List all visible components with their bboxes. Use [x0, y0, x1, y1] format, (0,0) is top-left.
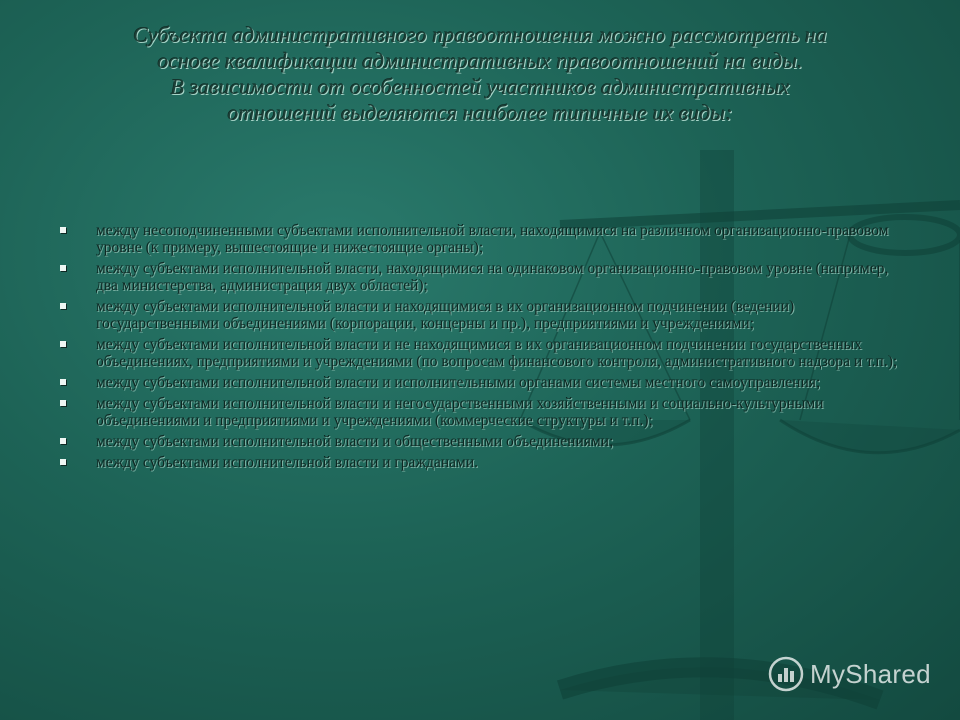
bullet-item: между субъектами исполнительной власти и негосударственными хозяйственными и социально-культурными объединениями и предприятиями и учреждениями (коммерческие структуры и т.п.); [58, 395, 908, 429]
bullet-item: между субъектами исполнительной власти и общественными объединениями; [58, 433, 908, 450]
bullet-item: между субъектами исполнительной власти и гражданами. [58, 454, 908, 471]
bullet-list [58, 222, 908, 475]
bar-chart-icon [768, 656, 804, 692]
myshared-watermark [768, 656, 931, 692]
bullet-item: между субъектами исполнительной власти, находящимися на одинаковом организационно-правовом уровне (например, два министерства, администрация двух областей); [58, 260, 908, 294]
bullet-item: между несоподчиненными субъектами исполнительной власти, находящимися на различном организационно-правовом уровне (к примеру, вышестоящие и нижестоящие органы); [58, 222, 908, 256]
title-line: В зависимости от особенностей участников административных [170, 74, 790, 99]
title-line: основе квалификации административных правоотношений на виды. [157, 48, 803, 73]
bullet-item: между субъектами исполнительной власти и находящимися в их организационном подчинении (ведении) государственными объединениями (корпорации, концерны и пр.), предприятиями и учреждениями; [58, 298, 908, 332]
bullet-item: между субъектами исполнительной власти и не находящимися в их организационном подчинении государственных объединениях, предприятиями и учреждениями (по вопросам финансового контроля, административного надзора и т.п.); [58, 336, 908, 370]
title-line: Субъекта административного правоотношения можно рассмотреть на [133, 22, 827, 47]
watermark-text: MyShared [810, 658, 931, 689]
bullet-item: между субъектами исполнительной власти и исполнительными органами системы местного самоуправления; [58, 374, 908, 391]
title-line: отношений выделяются наиболее типичные их виды: [227, 100, 733, 125]
slide-title [60, 22, 900, 126]
